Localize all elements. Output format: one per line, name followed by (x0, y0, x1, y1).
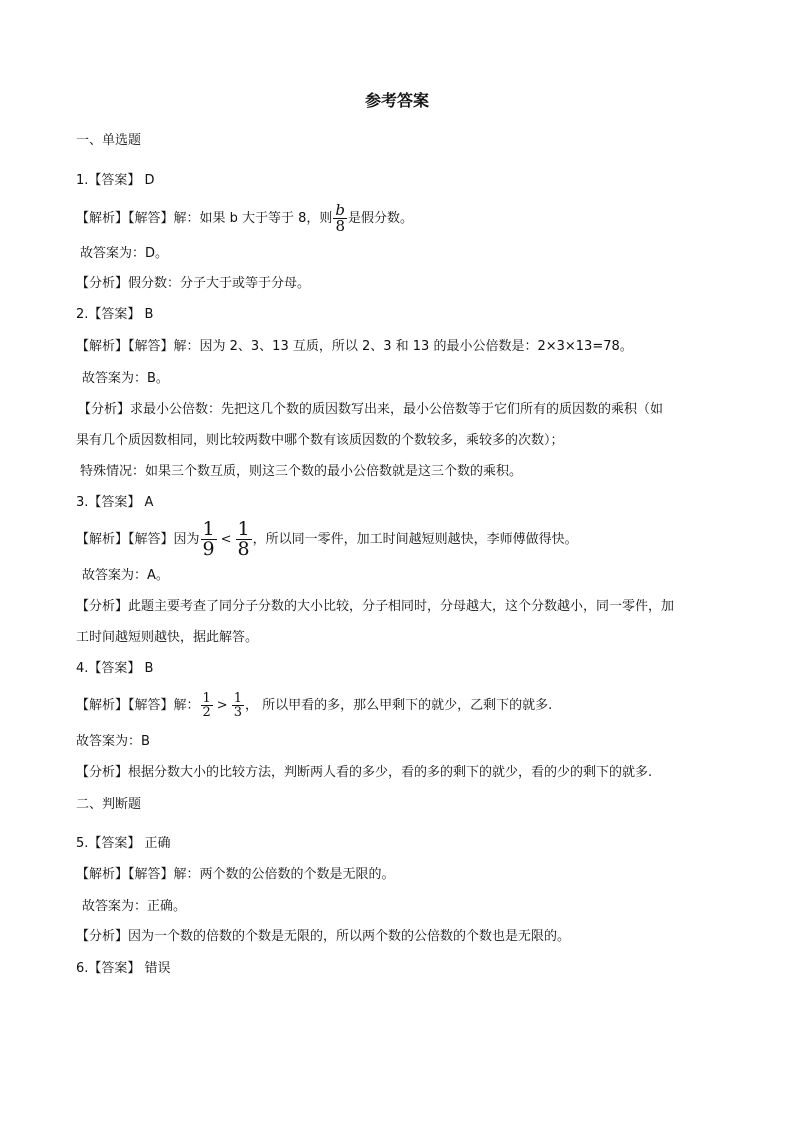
q3-analysis (76, 520, 578, 559)
q3-explanation-line2: 工时间越短则越快，据此解答。 (76, 630, 259, 645)
fraction-numerator: b (335, 201, 346, 219)
fraction-denominator: 8 (335, 217, 345, 235)
less-than-sign: < (220, 532, 232, 547)
fraction-1-over-8 (236, 520, 252, 559)
fraction-1-over-2 (201, 692, 213, 719)
q4-explanation: 【分析】根据分数大小的比较方法，判断两人看的多少，看的多的剩下的就少，看的少的剩下的就多. (76, 765, 653, 780)
q4-analysis (76, 692, 552, 719)
q1-analysis (76, 203, 413, 234)
q5-answer: 5.【答案】 正确 (76, 836, 171, 851)
q1-analysis-text-post: 是假分数。 (348, 211, 414, 226)
q3-answer: 3.【答案】 A (76, 495, 154, 510)
fraction-b-over-8 (333, 203, 347, 234)
q4-final-answer: 故答案为：B (76, 734, 150, 749)
fraction-denominator: 2 (202, 705, 211, 720)
fraction-numerator: 1 (202, 518, 215, 540)
q1-analysis-text-pre: 【解析】【解答】解：如果 b 大于等于 8，则 (76, 211, 333, 226)
fraction-denominator: 9 (202, 538, 215, 560)
q4-analysis-text-post: ， 所以甲看的多，那么甲剩下的就少，乙剩下的就多. (244, 698, 553, 713)
q4-answer: 4.【答案】 B (76, 661, 154, 676)
section-heading-single-choice: 一、单选题 (76, 133, 142, 148)
q5-final-answer: 故答案为：正确。 (82, 899, 187, 914)
fraction-denominator: 3 (233, 705, 242, 720)
q2-analysis: 【解析】【解答】解：因为 2、3、13 互质，所以 2、3 和 13 的最小公倍数是：2×3×13=78。 (76, 339, 633, 354)
fraction-1-over-9 (201, 520, 217, 559)
page-title: 参考答案 (364, 91, 429, 110)
section-heading-true-false: 二、判断题 (76, 797, 142, 812)
fraction-1-over-3 (232, 692, 244, 719)
q1-explanation: 【分析】假分数：分子大于或等于分母。 (76, 276, 311, 291)
q3-analysis-text-pre: 【解析】【解答】因为 (76, 532, 200, 547)
q1-final-answer: 故答案为：D。 (80, 246, 169, 261)
q2-explanation-line1: 【分析】求最小公倍数：先把这几个数的质因数写出来，最小公倍数等于它们所有的质因数的乘积（如 (78, 402, 664, 417)
q4-analysis-text-pre: 【解析】【解答】解： (76, 698, 200, 713)
q5-explanation: 【分析】因为一个数的倍数的个数是无限的，所以两个数的公倍数的个数也是无限的。 (76, 929, 571, 944)
greater-than-sign: > (216, 698, 228, 713)
q3-analysis-text-post: ，所以同一零件，加工时间越短则越快，李师傅做得快。 (252, 532, 578, 547)
q2-answer: 2.【答案】 B (76, 307, 154, 322)
q3-final-answer: 故答案为：A。 (82, 568, 169, 583)
q1-answer: 1.【答案】 D (76, 173, 155, 188)
q2-explanation-line2: 果有几个质因数相同，则比较两数中哪个数有该质因数的个数较多，乘较多的次数）； (76, 433, 564, 448)
q6-answer: 6.【答案】 错误 (76, 961, 171, 976)
q5-analysis: 【解析】【解答】解：两个数的公倍数的个数是无限的。 (76, 867, 395, 882)
q2-final-answer: 故答案为：B。 (82, 371, 169, 386)
fraction-numerator: 1 (237, 518, 250, 540)
fraction-numerator: 1 (202, 691, 211, 706)
fraction-denominator: 8 (237, 538, 250, 560)
q3-explanation-line1: 【分析】此题主要考查了同分子分数的大小比较，分子相同时，分母越大，这个分数越小，同一零件，加 (76, 599, 675, 614)
q2-explanation-line3: 特殊情况：如果三个数互质，则这三个数的最小公倍数就是这三个数的乘积。 (80, 464, 523, 479)
fraction-numerator: 1 (233, 691, 242, 706)
